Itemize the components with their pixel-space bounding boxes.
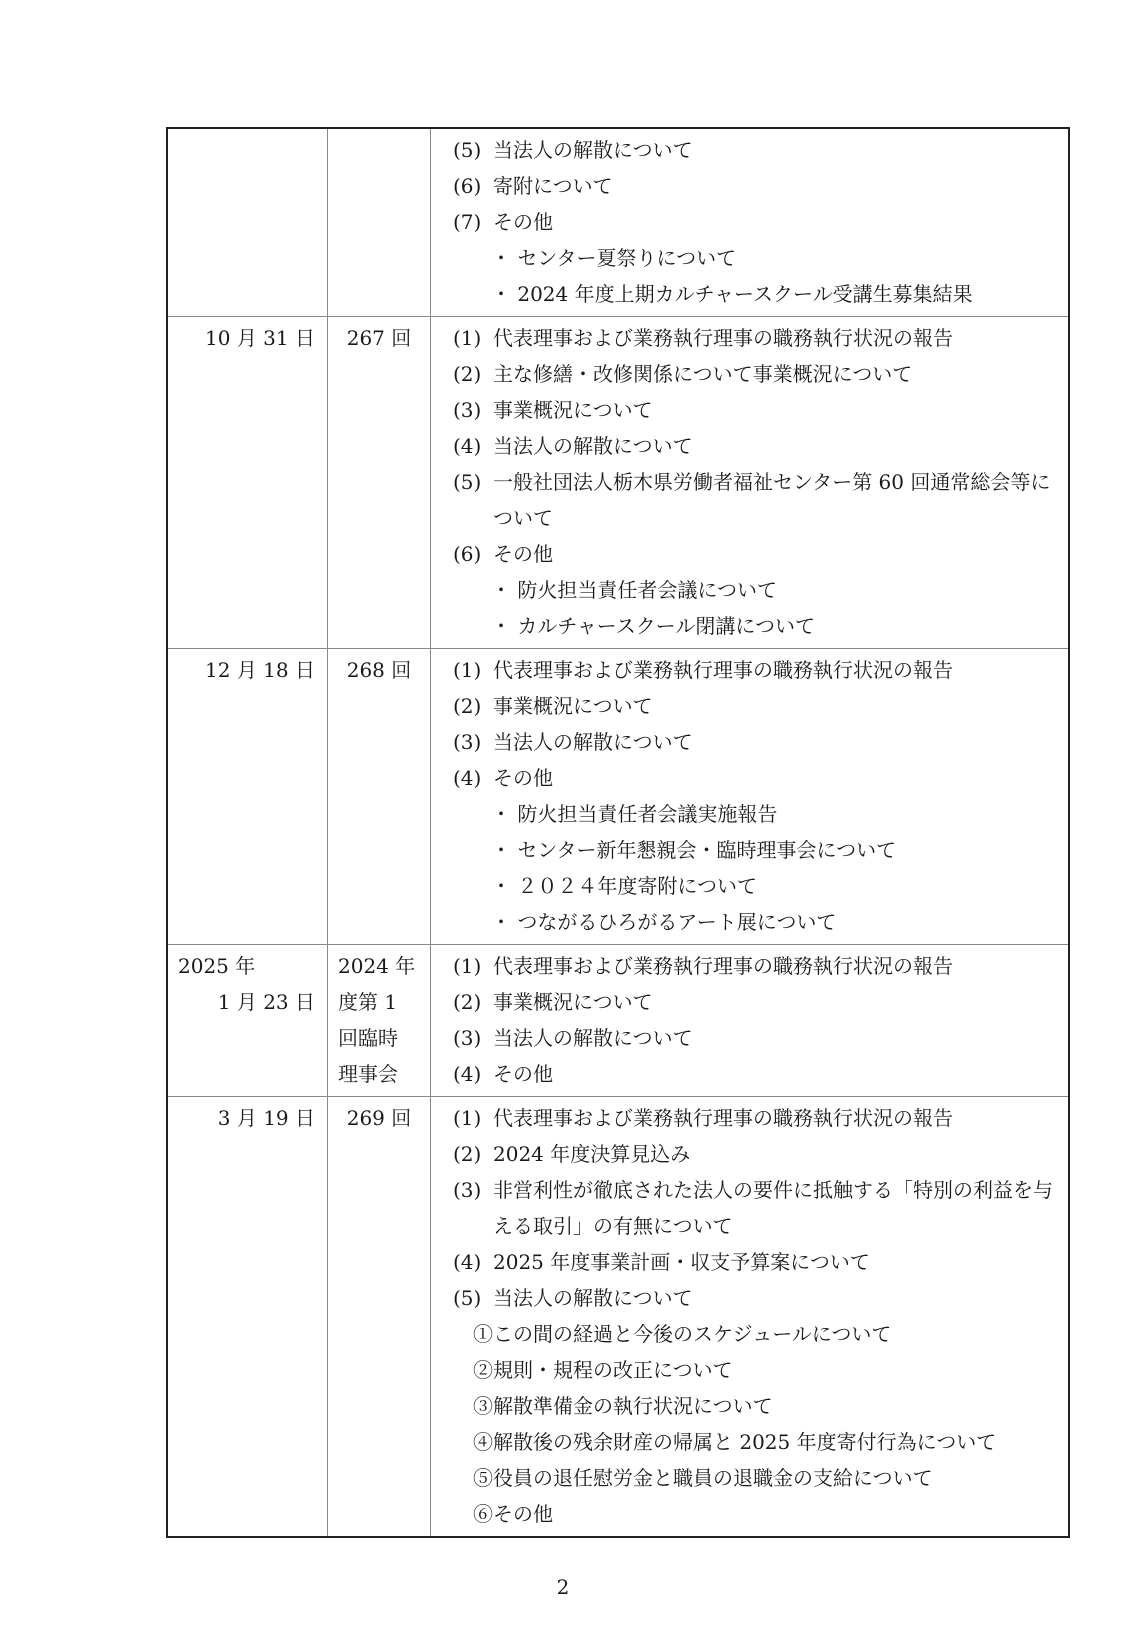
sub-item: ②規則・規程の改正について [473,1358,733,1382]
agenda-item: (3) 非営利性が徹底された法人の要件に抵触する「特別の利益を与える取引」の有無について [453,1178,1053,1238]
date-cell: 12 月 18 日 [168,649,328,944]
agenda-item: (1) 代表理事および業務執行理事の職務執行状況の報告 [453,954,953,978]
table-row [168,129,1068,316]
date-year: 2025 年 [178,954,256,978]
agenda-item: (3) 当法人の解散について [453,730,693,754]
bullet-item: ・ 2024 年度上期カルチャースクール受講生募集結果 [491,282,973,306]
session-cell: 269 回 [328,1097,431,1536]
table-row [168,316,1068,648]
agenda-item: (2) 事業概況について [453,990,653,1014]
agenda-cell [431,945,1068,1096]
session-line: 回臨時 [338,1026,398,1050]
agenda-item: (4) 2025 年度事業計画・収支予算案について [453,1250,870,1274]
date-day: 1 月 23 日 [217,990,315,1014]
bullet-item: ・ センター新年懇親会・臨時理事会について [491,838,897,862]
bullet-item: ・ 防火担当責任者会議について [491,578,777,602]
minutes-table [166,127,1070,1538]
table-row [168,944,1068,1096]
table-row [168,1096,1068,1536]
sub-item: ③解散準備金の執行状況について [473,1394,773,1418]
agenda-item: (5) 当法人の解散について [453,138,693,162]
agenda-item: (4) その他 [453,1062,553,1086]
bullet-item: ・ カルチャースクール閉講について [491,614,815,638]
session-cell [328,129,431,316]
sub-item: ⑤役員の退任慰労金と職員の退職金の支給について [473,1466,933,1490]
sub-item: ⑥その他 [473,1502,553,1526]
agenda-item: (5) 一般社団法人栃木県労働者福祉センター第 60 回通常総会等について [453,470,1051,530]
agenda-item: (6) 寄附について [453,174,613,198]
agenda-item: (5) 当法人の解散について [453,1286,693,1310]
table-row [168,648,1068,944]
session-line: 2024 年 [338,954,416,978]
session-line: 度第 1 [338,990,398,1014]
agenda-item: (4) 当法人の解散について [453,434,693,458]
agenda-item: (3) 当法人の解散について [453,1026,693,1050]
agenda-item: (1) 代表理事および業務執行理事の職務執行状況の報告 [453,658,953,682]
bullet-item: ・ センター夏祭りについて [491,246,737,270]
agenda-item: (4) その他 [453,766,553,790]
session-cell: 267 回 [328,317,431,648]
agenda-item: (7) その他 [453,210,553,234]
sub-item: ④解散後の残余財産の帰属と 2025 年度寄付行為について [473,1430,997,1454]
date-cell: 10 月 31 日 [168,317,328,648]
session-cell [328,945,431,1096]
agenda-item: (2) 2024 年度決算見込み [453,1142,691,1166]
bullet-item: ・ 防火担当責任者会議実施報告 [491,802,778,826]
agenda-item: (6) その他 [453,542,553,566]
agenda-item: (1) 代表理事および業務執行理事の職務執行状況の報告 [453,1106,953,1130]
agenda-item: (2) 主な修繕・改修関係について事業概況について [453,362,913,386]
bullet-item: ・ つながるひろがるアート展について [491,910,837,934]
agenda-item: (3) 事業概況について [453,398,653,422]
bullet-item: ・ ２０２４年度寄附について [491,874,757,898]
agenda-cell [431,1097,1068,1536]
date-cell: 3 月 19 日 [168,1097,328,1536]
session-line: 理事会 [338,1062,398,1086]
agenda-cell [431,649,1068,944]
agenda-cell [431,317,1068,648]
agenda-item: (1) 代表理事および業務執行理事の職務執行状況の報告 [453,326,953,350]
agenda-cell [431,129,1068,316]
sub-item: ①この間の経過と今後のスケジュールについて [473,1322,892,1346]
agenda-item: (2) 事業概況について [453,694,653,718]
session-cell: 268 回 [328,649,431,944]
page-number: 2 [556,1575,570,1599]
date-cell [168,945,328,1096]
date-cell [168,129,328,316]
